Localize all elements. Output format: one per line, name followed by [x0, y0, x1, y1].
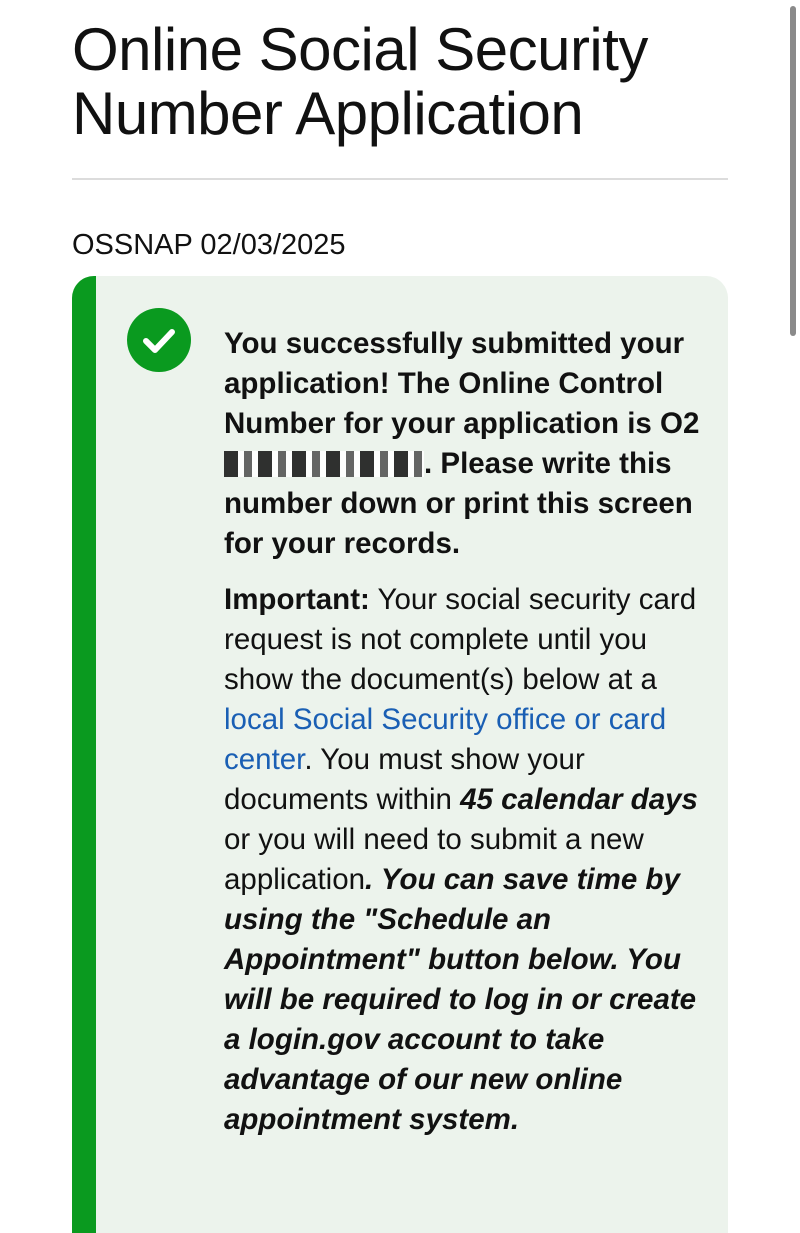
check-circle-icon: [127, 308, 191, 372]
appointment-note: . You can save time by using the "Schedule an Appointment" button below. You will be required to log in or create a login.gov account to take advantage of our new online appointment system.: [224, 863, 697, 1136]
redacted-control-number: [224, 451, 424, 477]
notice-text-2: . You must show your documents within: [224, 743, 585, 816]
success-alert: [72, 276, 728, 1233]
alert-accent-bar: [72, 276, 96, 1233]
header-divider: [72, 178, 728, 180]
alert-body: [224, 324, 704, 1140]
confirmation-text: You successfully submitted your application! The Online Control Number for your application is O2: [224, 327, 700, 440]
important-notice: [224, 580, 704, 1140]
deadline-emphasis: 45 calendar days: [460, 783, 698, 816]
page-title: Online Social Security Number Application: [72, 16, 648, 147]
form-identifier: OSSNAP 02/03/2025: [72, 229, 346, 261]
confirmation-text-end: . Please write this number down or print this screen for your records.: [224, 447, 693, 560]
notice-text-3: or you will need to submit a new application: [224, 823, 644, 896]
notice-text: Your social security card request is not complete until you show the document(s) below at a: [224, 583, 697, 696]
local-office-link[interactable]: local Social Security office or card center: [224, 703, 667, 776]
important-label: Important:: [224, 583, 370, 616]
alert-heading: [224, 324, 704, 564]
page-scrollbar[interactable]: [790, 6, 796, 336]
